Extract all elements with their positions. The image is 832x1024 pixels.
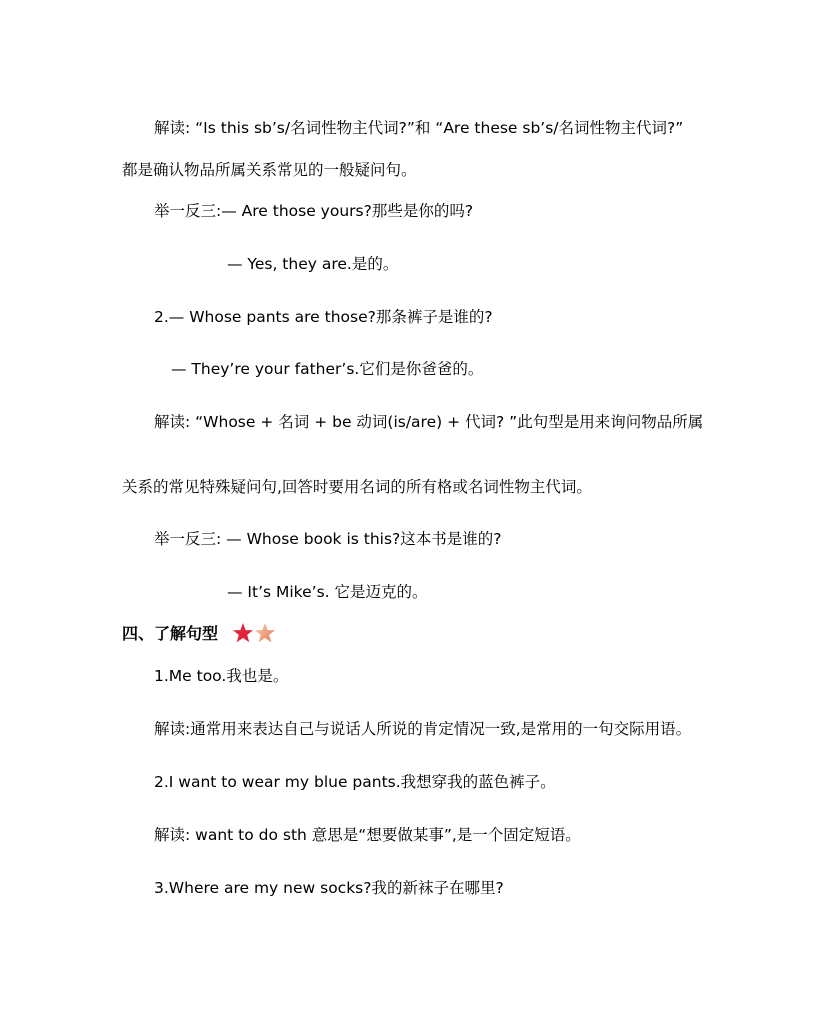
section-heading: 四、了解句型 [122, 624, 219, 643]
star-filled-icon [233, 623, 253, 642]
pattern-1-interpretation: 解读:通常用来表达自己与说话人所说的肯定情况一致,是常用的一句交际用语。 [154, 720, 692, 738]
interpretation-line-2: 都是确认物品所属关系常见的一般疑问句。 [122, 161, 417, 179]
interpretation-line-1: 解读: “Is this sb’s/名词性物主代词?”和 “Are these sb’s/名词性物主代词?” [154, 119, 684, 137]
example-question: 举一反三:— Are those yours?那些是你的吗? [154, 202, 474, 220]
star-half-icon [255, 623, 275, 642]
interpretation-2-line-2: 关系的常见特殊疑问句,回答时要用名词的所有格或名词性物主代词。 [122, 478, 592, 496]
interpretation-2-line-1: 解读: “Whose + 名词 + be 动词(is/are) + 代词? ”此句型是用来询问物品所属 [154, 413, 704, 431]
pattern-1: 1.Me too.我也是。 [154, 667, 289, 685]
pattern-2-interpretation: 解读: want to do sth 意思是“想要做某事”,是一个固定短语。 [154, 826, 581, 844]
sentence-2-question: 2.— Whose pants are those?那条裤子是谁的? [154, 308, 493, 326]
pattern-3: 3.Where are my new socks?我的新袜子在哪里? [154, 879, 504, 897]
pattern-2: 2.I want to wear my blue pants.我想穿我的蓝色裤子。 [154, 773, 556, 791]
sentence-2-answer: — They’re your father’s.它们是你爸爸的。 [171, 360, 484, 378]
star-rating [232, 622, 280, 646]
example-2-answer: — It’s Mike’s. 它是迈克的。 [227, 583, 428, 601]
example-answer: — Yes, they are.是的。 [227, 255, 399, 273]
example-2-question: 举一反三: — Whose book is this?这本书是谁的? [154, 530, 502, 548]
